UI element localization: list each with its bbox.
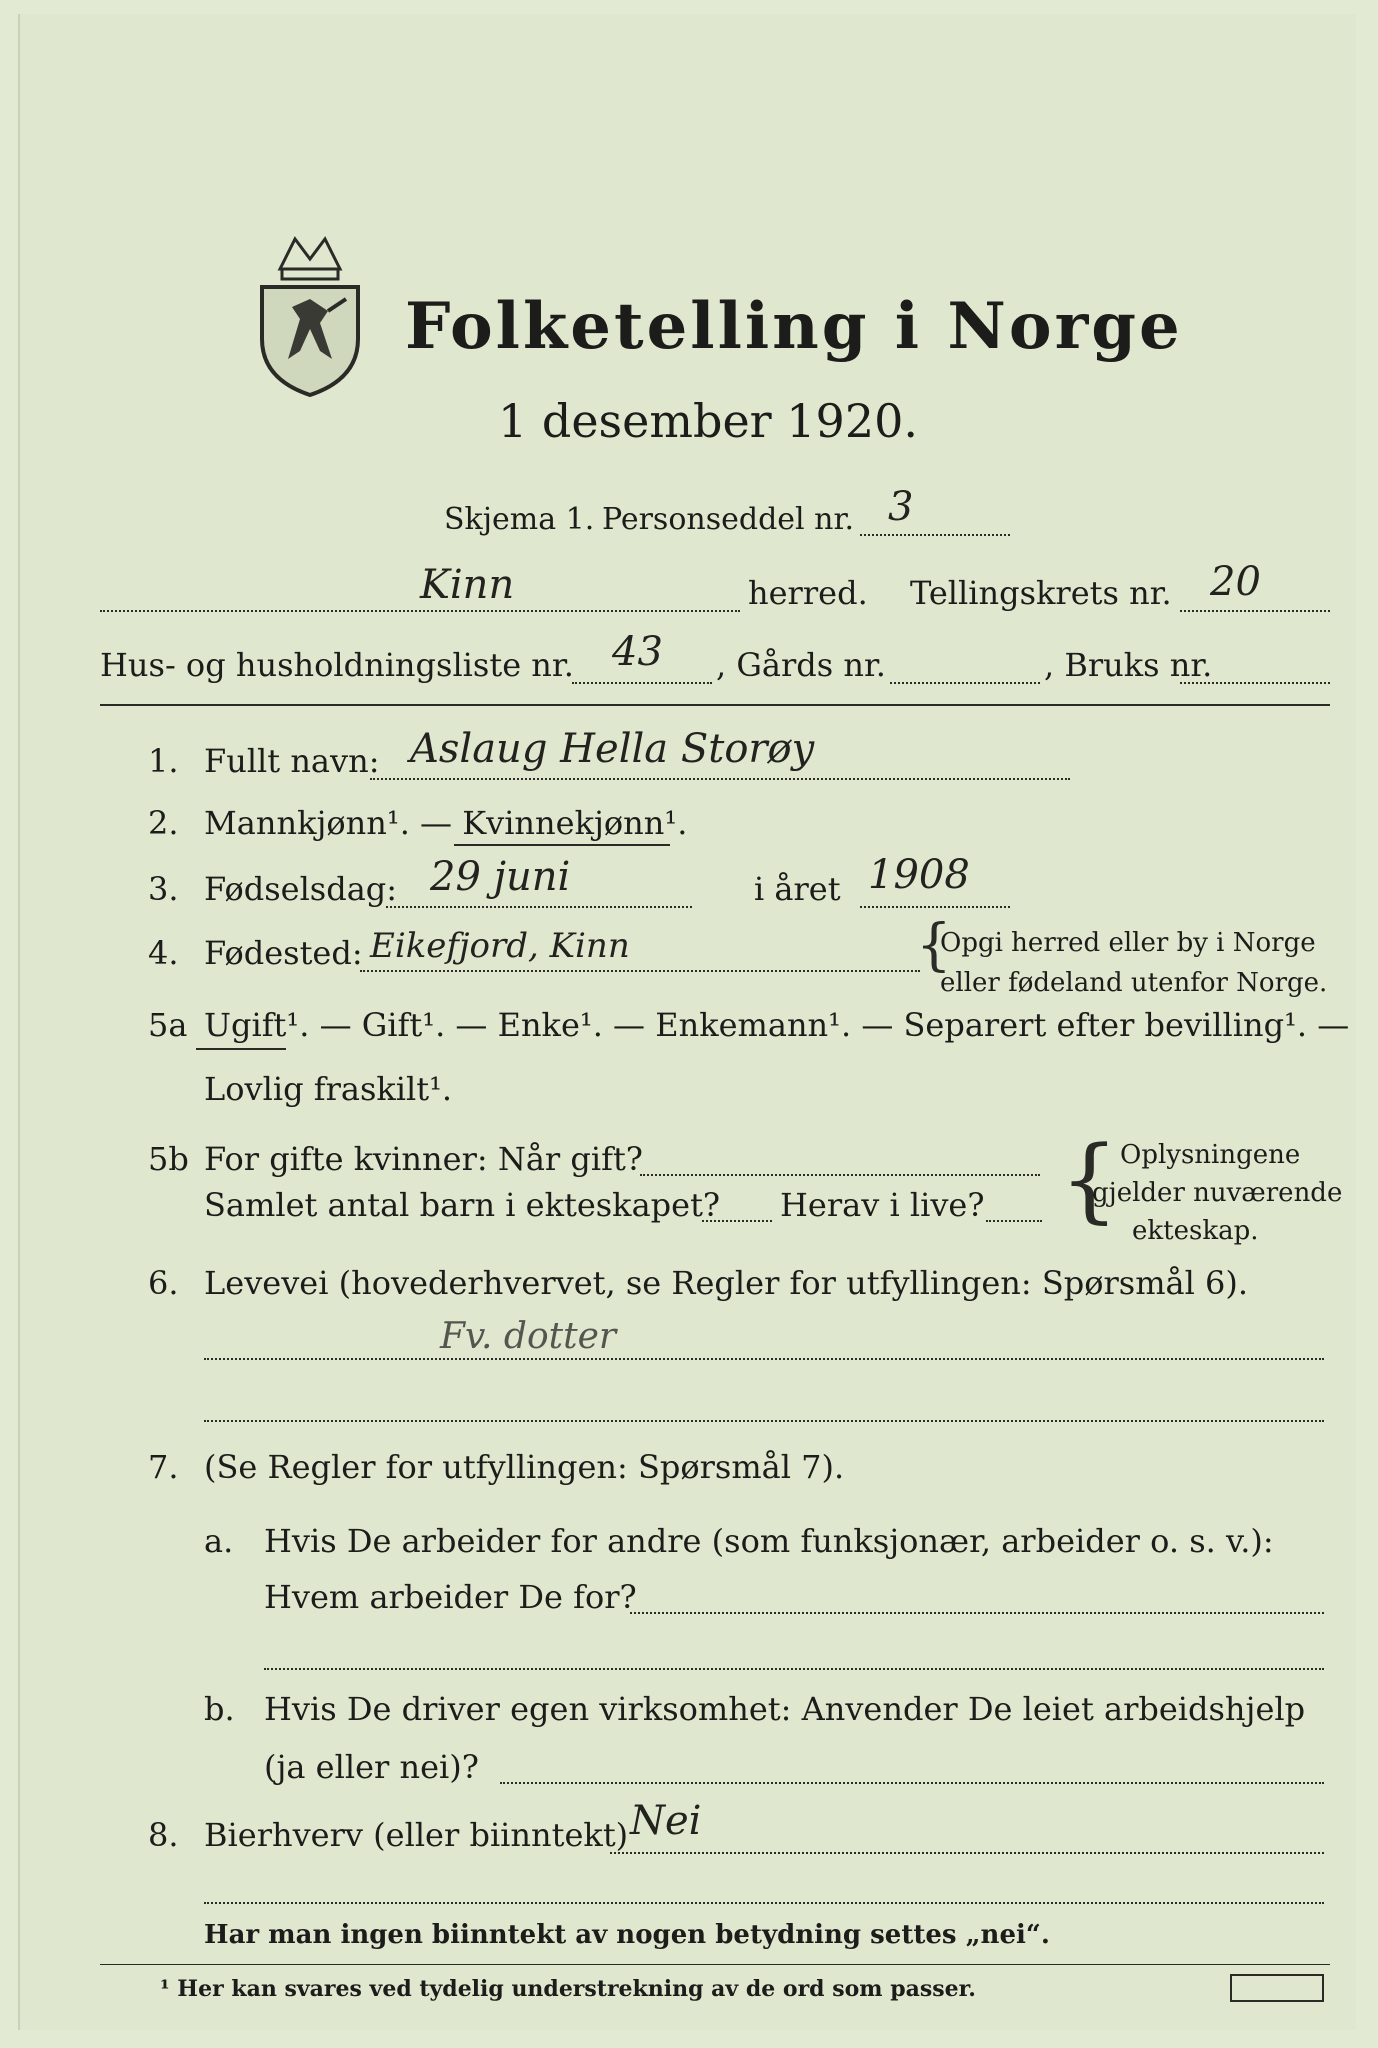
q6-line2 [204, 1420, 1324, 1422]
personseddel-value: 3 [888, 484, 914, 530]
footer-divider [100, 1964, 1330, 1965]
q4-number: 4. [148, 934, 179, 972]
q4-note-line1: Opgi herred eller by i Norge [940, 928, 1316, 958]
header-divider [100, 704, 1330, 706]
tellingskrets-value: 20 [1210, 559, 1261, 605]
q4-note-line2: eller fødeland utenfor Norge. [940, 968, 1328, 998]
norway-coat-of-arms-icon [250, 219, 370, 399]
q3-year-value: 1908 [868, 852, 970, 898]
q8-line2 [204, 1902, 1324, 1904]
skjema-label: Skjema 1. [444, 502, 595, 537]
q7a-label2: Hvem arbeider De for? [264, 1578, 637, 1616]
ugift-underline [196, 1048, 286, 1050]
q2-label: Mannkjønn¹. — Kvinnekjønn¹. [204, 804, 688, 842]
q7a-line2 [264, 1668, 1324, 1670]
q5b-married-line [640, 1174, 1040, 1176]
biinntekt-note: Har man ingen biinntekt av nogen betydning settes „nei“. [204, 1920, 1050, 1950]
q5b-children-line [702, 1220, 772, 1222]
q1-number: 1. [148, 742, 179, 780]
q5b-label: For gifte kvinner: Når gift? [204, 1140, 643, 1178]
q4-value: Eikefjord, Kinn [370, 926, 630, 966]
herred-value: Kinn [420, 562, 515, 608]
q3-label: Fødselsdag: [204, 870, 398, 908]
q7-label: (Se Regler for utfyllingen: Spørsmål 7). [204, 1448, 845, 1486]
q4-brace: { [916, 913, 952, 978]
q8-line1 [610, 1852, 1324, 1854]
husholdningsliste-label: Hus- og husholdningsliste nr. [100, 646, 574, 684]
printer-stamp-icon [1230, 1974, 1324, 2002]
q1-line [370, 778, 1070, 780]
q6-line1 [204, 1358, 1324, 1360]
q2-number: 2. [148, 804, 179, 842]
q3-year-label: i året [754, 870, 841, 908]
q3-line [386, 906, 692, 908]
q7b-label2: (ja eller nei)? [264, 1748, 479, 1786]
q5b-brace: { [1060, 1126, 1119, 1233]
form-title: Folketelling i Norge [405, 289, 1183, 364]
husholdningsliste-value: 43 [612, 629, 663, 675]
personseddel-label: Personseddel nr. [602, 502, 855, 537]
herred-line [100, 610, 740, 612]
q8-label: Bierhverv (eller biinntekt) [204, 1816, 629, 1854]
bruks-line [1180, 682, 1330, 684]
q7b-label: Hvis De driver egen virksomhet: Anvender De leiet arbeidshjelp [264, 1690, 1306, 1728]
herred-label: herred. [748, 574, 868, 612]
kvinnekjonn-underline [454, 844, 670, 846]
census-date: 1 desember 1920. [498, 394, 918, 448]
q5b-number: 5b [148, 1140, 189, 1178]
q7a-number: a. [204, 1522, 234, 1560]
q6-number: 6. [148, 1264, 179, 1302]
q8-value: Nei [630, 1798, 702, 1844]
q5b-note-line3: ekteskap. [1132, 1216, 1259, 1246]
footnote: ¹ Her kan svares ved tydelig understrekning av de ord som passer. [160, 1976, 976, 2002]
q5b-label2: Samlet antal barn i ekteskapet? [204, 1186, 721, 1224]
q5b-label3: Herav i live? [780, 1186, 985, 1224]
q6-label: Levevei (hovederhvervet, se Regler for utfyllingen: Spørsmål 6). [204, 1264, 1249, 1302]
tellingskrets-label: Tellingskrets nr. [910, 574, 1172, 612]
q4-label: Fødested: [204, 934, 363, 972]
tellingskrets-line [1180, 610, 1330, 612]
q8-number: 8. [148, 1816, 179, 1854]
census-form [18, 14, 1356, 2030]
q3-year-line [860, 906, 1010, 908]
bruks-label: , Bruks nr. [1044, 646, 1213, 684]
q1-label: Fullt navn: [204, 742, 380, 780]
gards-label: , Gårds nr. [716, 646, 886, 684]
q5b-note-line2: gjelder nuværende [1092, 1178, 1343, 1208]
personseddel-line [860, 534, 1010, 536]
q7b-number: b. [204, 1690, 235, 1728]
q5b-alive-line [986, 1220, 1042, 1222]
q6-value: Fv. dotter [440, 1316, 617, 1357]
q5a-number: 5a [148, 1006, 188, 1044]
q5b-note-line1: Oplysningene [1120, 1140, 1301, 1170]
husholdningsliste-line [572, 682, 712, 684]
q1-value: Aslaug Hella Storøy [410, 726, 815, 772]
q7a-label: Hvis De arbeider for andre (som funksjonær, arbeider o. s. v.): [264, 1522, 1274, 1560]
q7a-line1 [630, 1612, 1324, 1614]
q7-number: 7. [148, 1448, 179, 1486]
gards-line [890, 682, 1040, 684]
q5a-label: Ugift¹. — Gift¹. — Enke¹. — Enkemann¹. — Separert efter bevilling¹. — [204, 1006, 1350, 1044]
q7b-line [500, 1782, 1324, 1784]
q4-line [360, 970, 920, 972]
q3-number: 3. [148, 870, 179, 908]
q3-value: 29 juni [430, 854, 571, 900]
q5a-label2: Lovlig fraskilt¹. [204, 1070, 453, 1108]
